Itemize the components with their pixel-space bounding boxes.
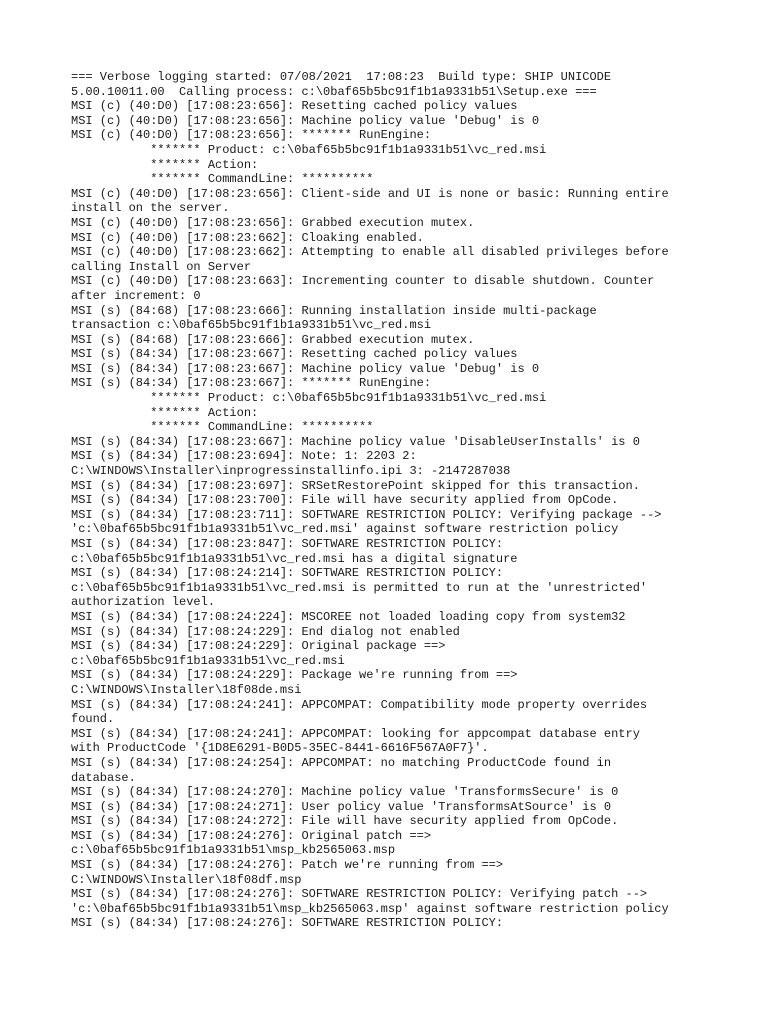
log-line: MSI (s) (84:34) [17:08:24:229]: Original package ==> [71,639,446,654]
log-line: MSI (c) (40:D0) [17:08:23:663]: Incrementing counter to disable shutdown. Counter [71,274,655,289]
log-line: MSI (c) (40:D0) [17:08:23:656]: ******* RunEngine: [71,128,432,143]
log-line: MSI (c) (40:D0) [17:08:23:656]: Resetting cached policy values [71,99,518,114]
log-line: MSI (s) (84:34) [17:08:24:241]: APPCOMPAT: Compatibility mode property overrides [71,697,648,712]
log-line: MSI (c) (40:D0) [17:08:23:656]: Grabbed execution mutex. [71,215,475,230]
log-line: MSI (c) (40:D0) [17:08:23:662]: Cloaking enabled. [71,230,424,245]
log-line: MSI (s) (84:34) [17:08:23:847]: SOFTWARE RESTRICTION POLICY: [71,537,504,551]
log-line: transaction c:\0baf65b5bc91f1b1a9331b51\vc_red.msi [71,318,432,333]
log-line: MSI (s) (84:34) [17:08:24:271]: User policy value 'TransformsAtSource' is 0 [71,799,612,814]
log-line: 'c:\0baf65b5bc91f1b1a9331b51\vc_red.msi' against software restriction policy [71,522,619,537]
log-line: === Verbose logging started: 07/08/2021 17:08:23 Build type: SHIP UNICODE [71,70,612,84]
log-line: c:\0baf65b5bc91f1b1a9331b51\vc_red.msi has a digital signature [71,551,518,566]
log-line: ******* Product: c:\0baf65b5bc91f1b1a9331b51\vc_red.msi [71,391,547,406]
log-line: MSI (s) (84:34) [17:08:24:276]: Patch we're running from ==> [71,858,504,873]
log-line: MSI (s) (84:34) [17:08:23:667]: Machine policy value 'DisableUserInstalls' is 0 [71,434,640,449]
log-line: MSI (s) (84:34) [17:08:23:667]: ******* RunEngine: [71,376,432,391]
log-line: MSI (s) (84:34) [17:08:24:272]: File will have security applied from OpCode. [71,814,619,829]
log-line: MSI (s) (84:34) [17:08:24:276]: SOFTWARE RESTRICTION POLICY: Verifying patch --> [71,887,648,902]
log-line: MSI (s) (84:34) [17:08:23:697]: SRSetRestorePoint skipped for this transaction. [71,478,640,493]
log-line: c:\0baf65b5bc91f1b1a9331b51\vc_red.msi [71,653,345,668]
verbose-log-text [71,70,761,931]
log-line: MSI (s) (84:68) [17:08:23:666]: Running installation inside multi-package [71,303,597,318]
log-line: MSI (s) (84:34) [17:08:24:276]: Original patch ==> [71,828,432,843]
log-line: MSI (s) (84:34) [17:08:24:224]: MSCOREE not loaded loading copy from system32 [71,609,626,624]
log-line: MSI (s) (84:34) [17:08:24:241]: APPCOMPAT: looking for appcompat database entry [71,726,640,741]
log-line: 5.00.10011.00 Calling process: c:\0baf65b5bc91f1b1a9331b51\Setup.exe === [71,84,597,99]
log-line: ******* CommandLine: ********** [71,172,374,187]
log-line: MSI (s) (84:34) [17:08:23:667]: Machine policy value 'Debug' is 0 [71,361,540,376]
log-line: MSI (c) (40:D0) [17:08:23:656]: Client-side and UI is none or basic: Running entire [71,186,669,201]
log-line: MSI (s) (84:34) [17:08:23:711]: SOFTWARE RESTRICTION POLICY: Verifying package --> [71,507,662,522]
log-line: MSI (s) (84:34) [17:08:24:270]: Machine policy value 'TransformsSecure' is 0 [71,785,619,800]
log-line: install on the server. [71,201,230,216]
log-line: ******* Action: [71,157,259,172]
log-line: MSI (s) (84:34) [17:08:24:214]: SOFTWARE RESTRICTION POLICY: [71,566,504,581]
log-line: C:\WINDOWS\Installer\18f08df.msp [71,872,302,887]
log-line: 'c:\0baf65b5bc91f1b1a9331b51\msp_kb2565063.msp' against software restriction policy [71,901,669,916]
log-line: MSI (s) (84:34) [17:08:23:667]: Resetting cached policy values [71,347,518,362]
log-line: authorization level. [71,595,216,610]
log-line: MSI (s) (84:34) [17:08:23:700]: File will have security applied from OpCode. [71,493,619,508]
log-line: MSI (c) (40:D0) [17:08:23:662]: Attempting to enable all disabled privileges before [71,245,669,260]
log-line: C:\WINDOWS\Installer\18f08de.msi [71,682,302,697]
log-line: MSI (s) (84:34) [17:08:24:254]: APPCOMPAT: no matching ProductCode found in [71,755,612,770]
log-line: c:\0baf65b5bc91f1b1a9331b51\vc_red.msi is permitted to run at the 'unrestricted' [71,580,648,595]
log-line: MSI (s) (84:68) [17:08:23:666]: Grabbed execution mutex. [71,332,475,347]
log-line: after increment: 0 [71,288,201,303]
log-line: MSI (c) (40:D0) [17:08:23:656]: Machine policy value 'Debug' is 0 [71,113,540,128]
log-line: C:\WINDOWS\Installer\inprogressinstallinfo.ipi 3: -2147287038 [71,464,511,479]
log-line: with ProductCode '{1D8E6291-B0D5-35EC-8441-6616F567A0F7}'. [71,741,489,756]
log-line: MSI (s) (84:34) [17:08:24:276]: SOFTWARE RESTRICTION POLICY: [71,916,504,931]
log-line: ******* Product: c:\0baf65b5bc91f1b1a9331b51\vc_red.msi [71,142,547,157]
log-line: MSI (s) (84:34) [17:08:24:229]: End dialog not enabled [71,624,460,639]
log-line: ******* Action: [71,405,259,420]
log-line: c:\0baf65b5bc91f1b1a9331b51\msp_kb2565063.msp [71,843,396,858]
log-line: calling Install on Server [71,259,252,274]
log-line: MSI (s) (84:34) [17:08:24:229]: Package we're running from ==> [71,668,518,683]
log-line: MSI (s) (84:34) [17:08:23:694]: Note: 1: 2203 2: [71,449,417,464]
log-line: ******* CommandLine: ********** [71,420,374,435]
log-line: database. [71,770,136,785]
log-line: found. [71,712,115,727]
